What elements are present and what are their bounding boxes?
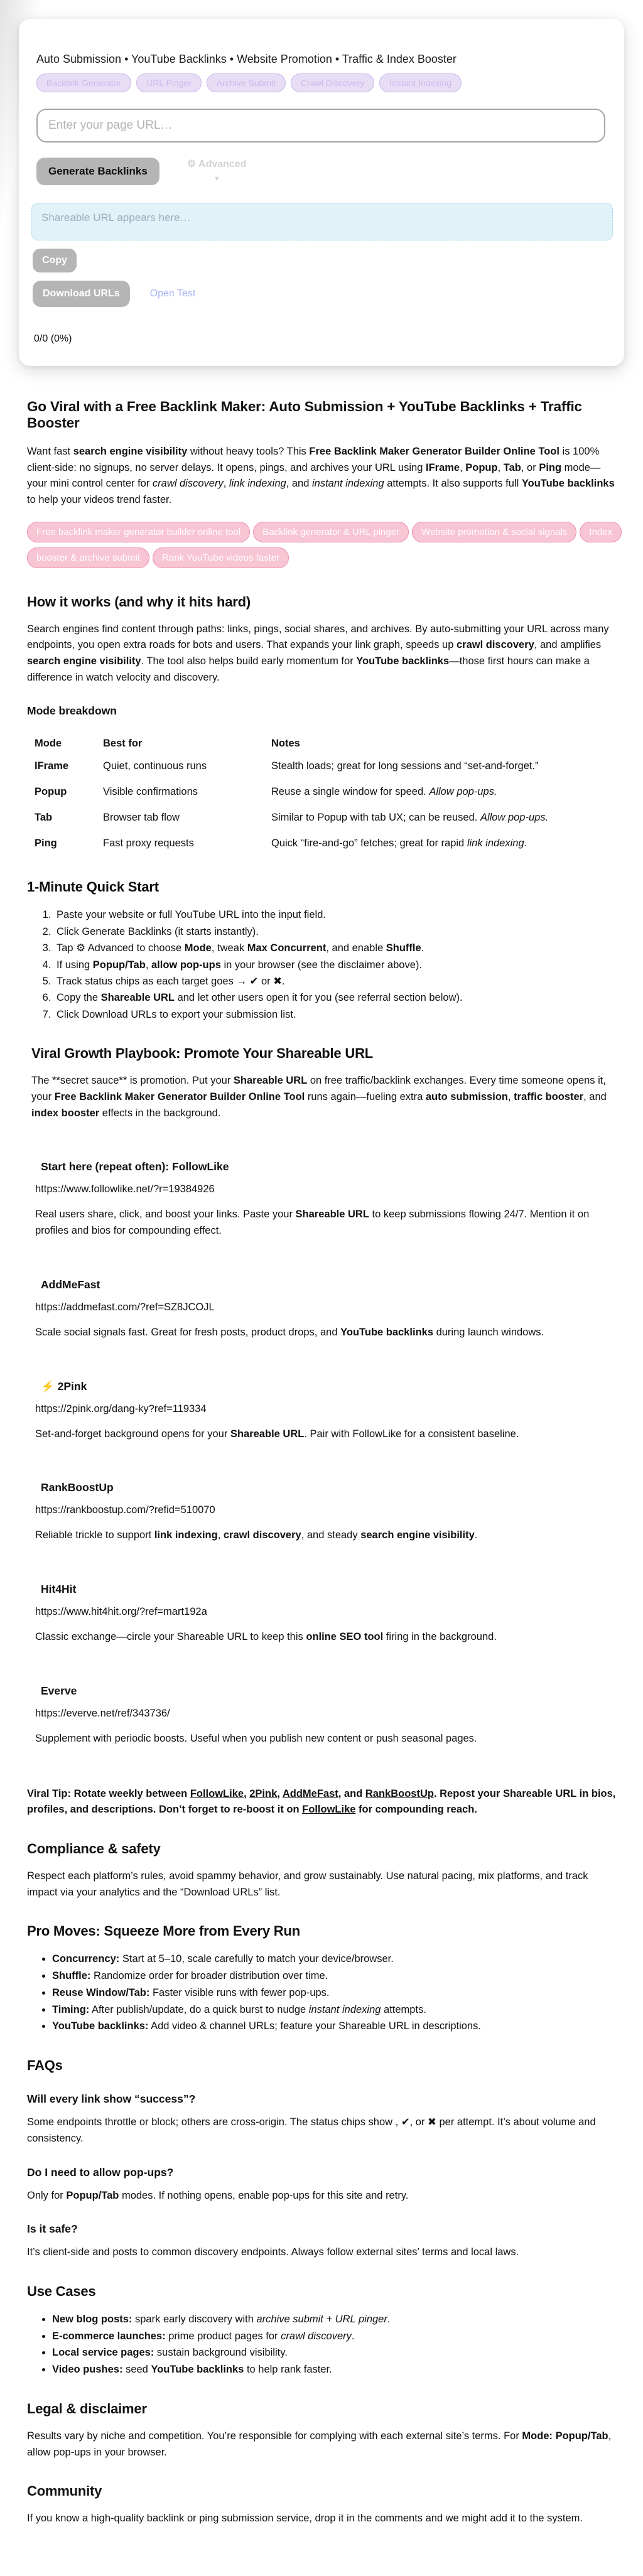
faq-question: Will every link show “success”? bbox=[27, 2093, 196, 2106]
quick-start-step: 1. Paste your website or full YouTube URL into the input field. bbox=[54, 907, 618, 923]
exchange-card-rankboostup bbox=[35, 1481, 618, 1544]
exchange-card-addmefast bbox=[35, 1278, 618, 1341]
keyword-pill: Backlink generator & URL pinger bbox=[253, 522, 409, 542]
keyword-pill: Rank YouTube videos faster bbox=[153, 547, 289, 568]
inline-link[interactable]: FollowLike bbox=[190, 1787, 244, 1799]
exchange-card-link[interactable]: https://www.hit4hit.org/?ref=mart192a bbox=[35, 1606, 207, 1618]
intro-paragraph: Want fast search engine visibility without heavy tools? This Free Backlink Maker Generator Builder Online Tool is 100% client-side: no signups, no server delays. It opens, pings, and archives your URL using IFrame, Popup, Tab, or Ping mode—your mini control center for crawl discovery, link indexing, and instant indexing attempts. It also supports full YouTube backlinks to help your videos trend faster. bbox=[27, 446, 615, 506]
inline-link[interactable]: FollowLike bbox=[302, 1804, 356, 1816]
exchange-card-link[interactable]: https://2pink.org/dang-ky?ref=119334 bbox=[35, 1403, 207, 1415]
best-for-cell: Browser tab flow bbox=[103, 812, 180, 824]
legal-paragraph: Results vary by niche and competition. You’re responsible for complying with each external site’s terms. For Mode: Popup/Tab, allow pop-ups in your browser. bbox=[27, 2430, 612, 2458]
keyword-pill: Website promotion & social signals bbox=[412, 522, 576, 542]
playbook-intro: The **secret sauce** is promotion. Put your Shareable URL on free traffic/backlink exchanges. Every time someone opens it, your Free Backlink Maker Generator Builder Online Tool runs again—fueling extra auto submission, traffic booster, and index booster effects in the background. bbox=[31, 1075, 607, 1119]
best-for-cell: Fast proxy requests bbox=[103, 838, 194, 849]
section-title-mode-breakdown: Mode breakdown bbox=[27, 704, 117, 718]
exchange-card-link[interactable]: https://addmefast.com/?ref=SZ8JCOJL bbox=[35, 1301, 215, 1313]
quick-start-step: 7. Click Download URLs to export your submission list. bbox=[54, 1006, 618, 1023]
section-title-faqs: FAQs bbox=[27, 2057, 63, 2074]
section-title-community: Community bbox=[27, 2483, 102, 2499]
page-title: Go Viral with a Free Backlink Maker: Auto Submission + YouTube Backlinks + Traffic Booster bbox=[27, 399, 582, 431]
exchange-card-hit4hit bbox=[35, 1583, 618, 1646]
compliance-paragraph: Respect each platform’s rules, avoid spammy behavior, and grow sustainably. Use natural pacing, mix platforms, and track impact via your analytics and the “Download URLs” list. bbox=[27, 1870, 588, 1898]
faq-answer: It’s client-side and posts to common discovery endpoints. Always follow external sites’ terms and local laws. bbox=[27, 2246, 519, 2258]
list-item: • Timing: After publish/update, do a quick burst to nudge instant indexing attempts. bbox=[52, 2002, 618, 2018]
exchange-card-title: AddMeFast bbox=[41, 1278, 100, 1291]
section-title-compliance: Compliance & safety bbox=[27, 1841, 161, 1857]
feature-pill-crawl-discovery: Crawl Discovery bbox=[291, 73, 374, 92]
download-row bbox=[33, 281, 613, 307]
exchange-card-title: Hit4Hit bbox=[41, 1583, 77, 1596]
notes-cell: Quick “fire-and-go” fetches; great for rapid link indexing. bbox=[271, 838, 527, 849]
mode-cell: Tab bbox=[35, 812, 53, 824]
list-item: • New blog posts: spark early discovery with archive submit + URL pinger. bbox=[52, 2311, 618, 2328]
faq-question: Do I need to allow pop-ups? bbox=[27, 2165, 174, 2179]
hero-section bbox=[0, 0, 643, 372]
table-header-row bbox=[35, 734, 548, 753]
open-test-link[interactable]: Open Test bbox=[149, 288, 196, 299]
feature-pill-archive-submit: Archive Submit bbox=[207, 73, 286, 92]
list-item: • Shuffle: Randomize order for broader distribution over time. bbox=[52, 1968, 618, 1985]
exchange-card-link[interactable]: https://www.followlike.net/?r=19384926 bbox=[35, 1183, 215, 1195]
feature-pill-instant-indexing: Instant Indexing bbox=[379, 73, 462, 92]
exchange-card-followlike bbox=[35, 1160, 618, 1239]
exchange-card-title: Everve bbox=[41, 1684, 77, 1697]
exchange-card-desc: Scale social signals fast. Great for fresh posts, product drops, and YouTube backlinks during launch windows. bbox=[35, 1326, 544, 1338]
generate-backlinks-button[interactable]: Generate Backlinks bbox=[36, 158, 159, 185]
exchange-card-desc: Set-and-forget background opens for your Shareable URL. Pair with FollowLike for a consistent baseline. bbox=[35, 1428, 519, 1440]
faq-question: Is it safe? bbox=[27, 2223, 78, 2236]
inline-link[interactable]: AddMeFast bbox=[282, 1787, 338, 1799]
copy-button[interactable]: Copy bbox=[33, 249, 77, 272]
notes-cell: Reuse a single window for speed. Allow pop-ups. bbox=[271, 786, 497, 798]
exchange-card-2pink bbox=[35, 1380, 618, 1443]
advanced-toggle[interactable] bbox=[187, 158, 247, 183]
col-header-notes: Notes bbox=[271, 738, 300, 750]
quick-start-step: 4. If using Popup/Tab, allow pop-ups in your browser (see the disclaimer above). bbox=[54, 957, 618, 973]
keyword-pill: Index booster & archive submit bbox=[27, 522, 622, 568]
quick-start-list bbox=[27, 907, 618, 1023]
table-row bbox=[35, 805, 548, 831]
section-title-pro-moves: Pro Moves: Squeeze More from Every Run bbox=[27, 1923, 300, 1939]
gear-icon: ⚙ Advanced bbox=[186, 159, 247, 170]
section-title-playbook: Viral Growth Playbook: Promote Your Shareable URL bbox=[31, 1045, 373, 1062]
list-item: • Local service pages: sustain background visibility. bbox=[52, 2344, 618, 2361]
shareable-url-box[interactable]: Shareable URL appears here… bbox=[31, 203, 613, 240]
notes-cell: Stealth loads; great for long sessions and “set-and-forget.” bbox=[271, 760, 539, 772]
col-header-mode: Mode bbox=[35, 738, 62, 750]
feature-pill-backlink-generator: Backlink Generator bbox=[36, 73, 131, 92]
table-row bbox=[35, 831, 548, 856]
exchange-card-title: ⚡ 2Pink bbox=[41, 1379, 87, 1393]
best-for-cell: Quiet, continuous runs bbox=[103, 760, 207, 772]
faq-answer: Only for Popup/Tab modes. If nothing opens, enable pop-ups for this site and retry. bbox=[27, 2189, 409, 2201]
chevron-down-icon: ▼ bbox=[213, 175, 220, 183]
list-item: • YouTube backlinks: Add video & channel URLs; feature your Shareable URL in descriptions. bbox=[52, 2018, 618, 2035]
quick-start-step: 5. Track status chips as each target goes → ✔ or ✖. bbox=[54, 973, 618, 989]
download-urls-button[interactable]: Download URLs bbox=[33, 281, 130, 307]
mode-cell: IFrame bbox=[35, 760, 69, 772]
list-item: • Video pushes: seed YouTube backlinks to help rank faster. bbox=[52, 2361, 618, 2378]
how-it-works-paragraph: Search engines find content through paths: links, pings, social shares, and archives. By auto-submitting your URL across many endpoints, you open extra roads for bots and users. That expands your link graph, speeds up crawl discovery, and amplifies search engine visibility. The tool also helps build early momentum for YouTube backlinks—those first hours can make a difference in watch velocity and discovery. bbox=[27, 623, 609, 683]
backlink-tool-card bbox=[19, 19, 624, 366]
exchange-card-everve bbox=[35, 1684, 618, 1747]
controls-row bbox=[36, 158, 613, 185]
inline-link[interactable]: RankBoostUp bbox=[365, 1787, 434, 1799]
list-item: • Concurrency: Start at 5–10, scale carefully to match your device/browser. bbox=[52, 1951, 618, 1968]
quick-start-step: 6. Copy the Shareable URL and let other users open it for you (see referral section below). bbox=[54, 989, 618, 1006]
best-for-cell: Visible confirmations bbox=[103, 786, 198, 798]
progress-counter: 0/0 (0%) bbox=[34, 333, 72, 344]
exchange-card-desc: Reliable trickle to support link indexing, crawl discovery, and steady search engine visibility. bbox=[35, 1529, 478, 1541]
keyword-pill: Free backlink maker generator builder online tool bbox=[27, 522, 250, 542]
section-title-quick-start: 1-Minute Quick Start bbox=[27, 879, 159, 895]
exchange-card-desc: Supplement with periodic boosts. Useful when you publish new content or push seasonal pages. bbox=[35, 1732, 477, 1744]
exchange-card-title: RankBoostUp bbox=[41, 1481, 114, 1494]
exchange-card-link[interactable]: https://rankboostup.com/?refid=510070 bbox=[35, 1504, 215, 1516]
exchange-card-link[interactable]: https://everve.net/ref/343736/ bbox=[35, 1707, 170, 1719]
col-header-best-for: Best for bbox=[103, 738, 143, 750]
quick-start-step: 3. Tap ⚙ Advanced to choose Mode, tweak Max Concurrent, and enable Shuffle. bbox=[54, 940, 618, 956]
list-item: • Reuse Window/Tab: Faster visible runs with fewer pop-ups. bbox=[52, 1985, 618, 2002]
feature-pill-url-pinger: URL Pinger bbox=[136, 73, 202, 92]
section-title-legal: Legal & disclaimer bbox=[27, 2400, 147, 2417]
community-paragraph: If you know a high-quality backlink or ping submission service, drop it in the comments and we might add it to the system. bbox=[27, 2513, 583, 2525]
faq-answer: Some endpoints throttle or block; others are cross-origin. The status chips show , ✔, or ✖ per attempt. It’s about volume and consistency. bbox=[27, 2116, 596, 2144]
table-row bbox=[35, 753, 548, 779]
url-input[interactable] bbox=[36, 109, 605, 143]
keyword-pill-row bbox=[27, 520, 618, 571]
notes-cell: Similar to Popup with tab UX; can be reused. Allow pop-ups. bbox=[271, 812, 549, 824]
pro-moves-list bbox=[27, 1951, 618, 2035]
exchange-card-title: Start here (repeat often): FollowLike bbox=[41, 1160, 229, 1173]
section-title-use-cases: Use Cases bbox=[27, 2283, 96, 2300]
mode-cell: Ping bbox=[35, 838, 57, 849]
use-cases-list bbox=[27, 2311, 618, 2378]
exchange-card-desc: Real users share, click, and boost your links. Paste your Shareable URL to keep submissions flowing 24/7. Mention it on profiles and bios for compounding effect. bbox=[35, 1209, 590, 1237]
list-item: • E-commerce launches: prime product pages for crawl discovery. bbox=[52, 2328, 618, 2345]
exchange-card-desc: Classic exchange—circle your Shareable URL to keep this online SEO tool firing in the background. bbox=[35, 1631, 497, 1643]
inline-link[interactable]: FollowLike bbox=[352, 1428, 402, 1440]
article-content bbox=[0, 372, 643, 2576]
table-row bbox=[35, 779, 548, 805]
mode-cell: Popup bbox=[35, 786, 67, 798]
section-title-how-it-works: How it works (and why it hits hard) bbox=[27, 593, 251, 610]
tool-tagline: Auto Submission • YouTube Backlinks • Website Promotion • Traffic & Index Booster bbox=[36, 53, 457, 65]
feature-pill-row bbox=[36, 73, 613, 92]
quick-start-step: 2. Click Generate Backlinks (it starts instantly). bbox=[54, 924, 618, 940]
mode-table bbox=[35, 734, 548, 856]
inline-link[interactable]: 2Pink bbox=[249, 1787, 278, 1799]
viral-tip: Viral Tip: Rotate weekly between FollowLike, 2Pink, AddMeFast, and RankBoostUp. Repost your Shareable URL in bios, profiles, and descriptions. Don’t forget to re-boost it on FollowLike for compounding reach. bbox=[27, 1787, 616, 1816]
viral-growth-playbook bbox=[27, 1045, 618, 1818]
